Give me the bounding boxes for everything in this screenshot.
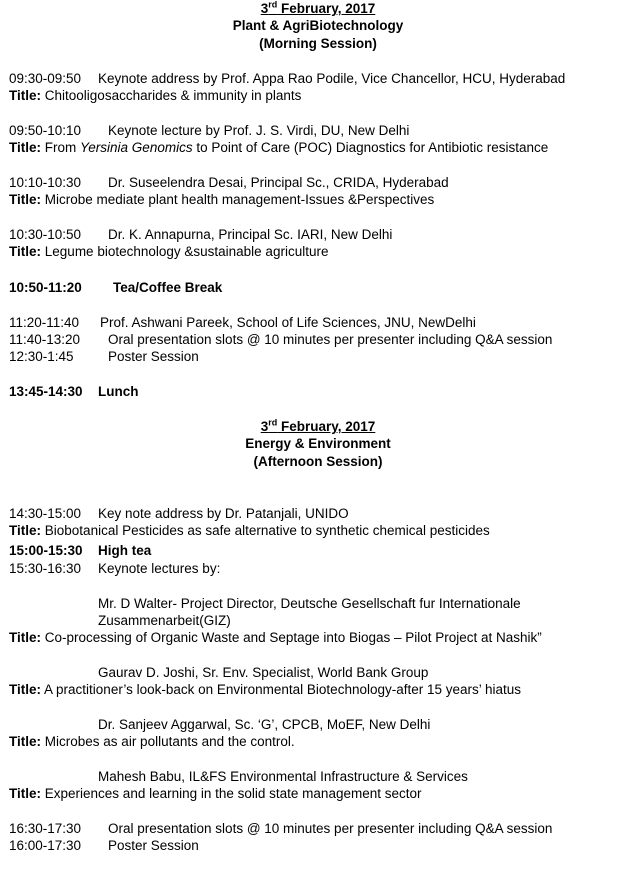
talk-title: Title: From Yersinia Genomics to Point of Care (POC) Diagnostics for Antibiotic resistance	[9, 140, 549, 155]
talk-title: Title: Legume biotechnology &sustainable agriculture	[9, 244, 329, 259]
afternoon-track-heading: Energy & Environment	[245, 436, 391, 451]
break-item: 10:50-11:20 Tea/Coffee Break	[9, 280, 223, 295]
talk-title: Title: Co-processing of Organic Waste and Septage into Biogas – Pilot Project at Nashik”	[9, 630, 542, 645]
agenda-item: 11:20-11:40 Prof. Ashwani Pareek, School of Life Sciences, JNU, NewDelhi	[9, 315, 476, 330]
lunch-item: 13:45-14:30 Lunch	[9, 384, 139, 399]
afternoon-session-heading: (Afternoon Session)	[253, 454, 383, 469]
speaker-line: Mahesh Babu, IL&FS Environmental Infrastructure & Services	[98, 769, 468, 784]
agenda-item: 14:30-15:00 Key note address by Dr. Patanjali, UNIDO	[9, 506, 349, 521]
afternoon-date-heading: 3rd February, 2017	[260, 417, 376, 434]
speaker-line: Mr. D Walter- Project Director, Deutsche Gesellschaft fur Internationale	[98, 596, 521, 611]
talk-title: Title: Microbes as air pollutants and the control.	[9, 734, 295, 749]
speaker-line: Dr. Sanjeev Aggarwal, Sc. ‘G’, CPCB, MoEF, New Delhi	[98, 717, 431, 732]
agenda-item: 12:30-1:45 Poster Session	[9, 349, 199, 364]
talk-title: Title: Microbe mediate plant health management-Issues &Perspectives	[9, 192, 435, 207]
morning-date-heading: 3rd February, 2017	[260, 0, 376, 16]
agenda-item: 10:30-10:50 Dr. K. Annapurna, Principal Sc. IARI, New Delhi	[9, 227, 393, 242]
agenda-item: 15:30-16:30 Keynote lectures by:	[9, 561, 221, 576]
agenda-item: 11:40-13:20 Oral presentation slots @ 10 minutes per presenter including Q&A session	[9, 332, 553, 347]
agenda-item: 09:30-09:50 Keynote address by Prof. Appa Rao Podile, Vice Chancellor, HCU, Hyderabad	[9, 71, 566, 86]
talk-title: Title: A practitioner’s look-back on Environmental Biotechnology-after 15 years’ hiatus	[9, 682, 522, 697]
speaker-line: Gaurav D. Joshi, Sr. Env. Specialist, World Bank Group	[98, 665, 429, 680]
morning-session-heading: (Morning Session)	[259, 36, 377, 51]
agenda-item: 10:10-10:30 Dr. Suseelendra Desai, Principal Sc., CRIDA, Hyderabad	[9, 175, 449, 190]
agenda-item: 09:50-10:10 Keynote lecture by Prof. J. S. Virdi, DU, New Delhi	[9, 123, 410, 138]
talk-title: Title: Experiences and learning in the solid state management sector	[9, 786, 422, 801]
speaker-line: Zusammenarbeit(GIZ)	[98, 613, 231, 628]
talk-title: Title: Biobotanical Pesticides as safe alternative to synthetic chemical pesticides	[9, 523, 490, 538]
morning-track-heading: Plant & AgriBiotechnology	[232, 18, 404, 33]
talk-title: Title: Chitooligosaccharides & immunity in plants	[9, 88, 302, 103]
tea-item: 15:00-15:30 High tea	[9, 543, 152, 558]
agenda-item: 16:30-17:30 Oral presentation slots @ 10 minutes per presenter including Q&A session	[9, 821, 553, 836]
agenda-item: 16:00-17:30 Poster Session	[9, 838, 199, 853]
